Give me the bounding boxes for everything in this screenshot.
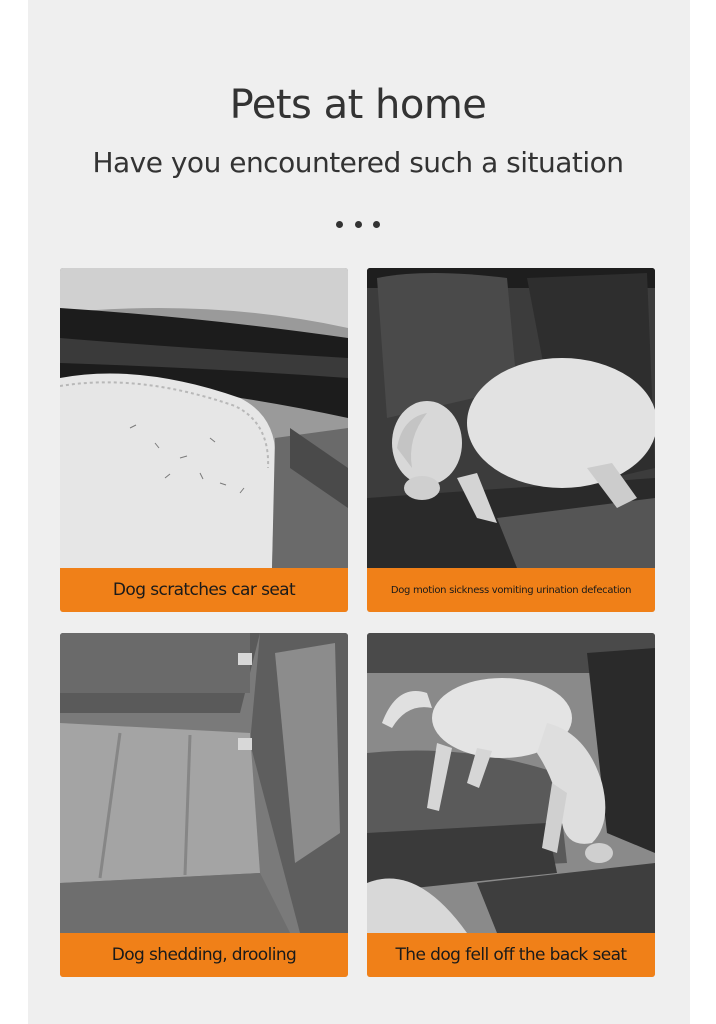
back-seat-photo bbox=[60, 633, 348, 933]
card-scratches bbox=[60, 268, 348, 612]
ellipsis-dots bbox=[336, 221, 380, 229]
card-shedding bbox=[60, 633, 348, 977]
scratched-seat-photo bbox=[60, 268, 348, 568]
card-fell-off bbox=[367, 633, 655, 977]
dog-on-seat-photo bbox=[367, 268, 655, 568]
card-motion-sickness bbox=[367, 268, 655, 612]
page-subtitle: Have you encountered such a situation bbox=[92, 146, 624, 179]
caption-scratches: Dog scratches car seat bbox=[60, 568, 348, 612]
caption-shedding: Dog shedding, drooling bbox=[60, 933, 348, 977]
dog-climbing-seat-photo bbox=[367, 633, 655, 933]
caption-motion-sickness: Dog motion sickness vomiting urination defecation bbox=[367, 568, 655, 612]
page-title: Pets at home bbox=[229, 82, 487, 128]
caption-fell-off: The dog fell off the back seat bbox=[367, 933, 655, 977]
